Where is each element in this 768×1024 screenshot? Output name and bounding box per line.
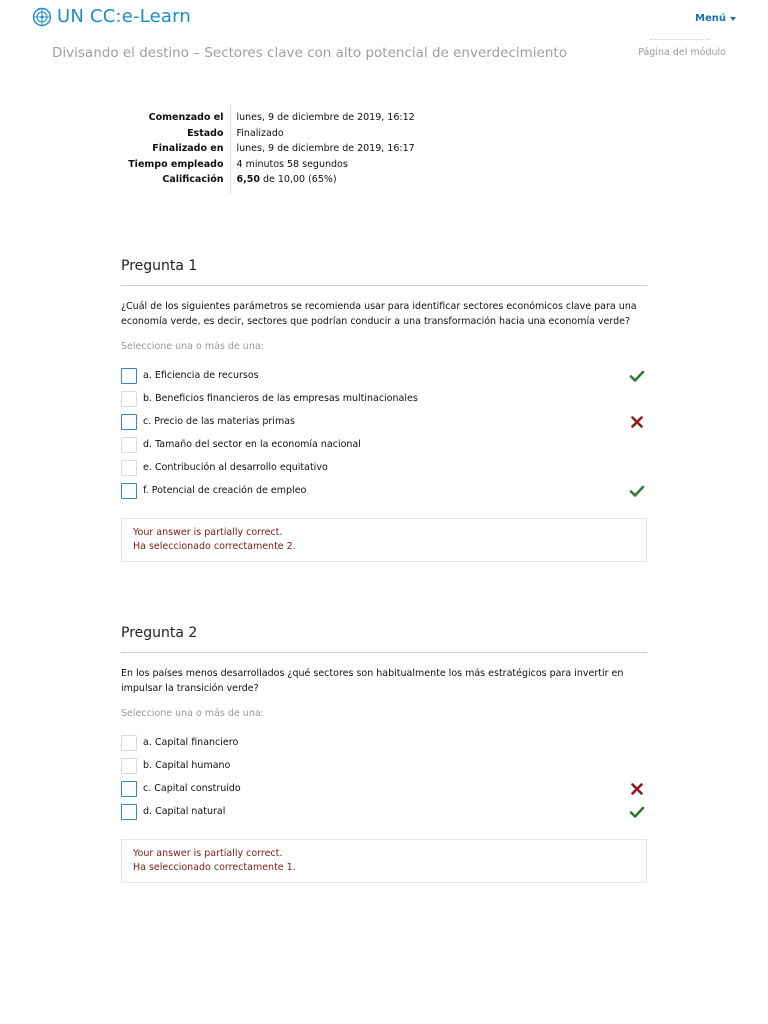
option-checkbox[interactable] xyxy=(121,460,137,476)
summary-row xyxy=(120,126,421,142)
answer-option[interactable] xyxy=(121,754,647,777)
summary-table xyxy=(120,104,421,194)
option-label: b. Capital humano xyxy=(143,760,231,771)
question-title: Pregunta 2 xyxy=(121,625,647,653)
feedback-line: Your answer is partially correct. xyxy=(133,848,283,859)
answer-option[interactable] xyxy=(121,777,647,800)
option-checkbox[interactable] xyxy=(121,735,137,751)
option-label: e. Contribución al desarrollo equitativo xyxy=(143,462,328,473)
option-label: f. Potencial de creación de empleo xyxy=(143,485,307,496)
grade-value xyxy=(230,172,421,194)
question-text: En los países menos desarrollados ¿qué sectores son habitualmente los más estratégicos para invertir en impulsar la transición verde? xyxy=(121,668,624,694)
option-checkbox[interactable] xyxy=(121,414,137,430)
feedback-line: Ha seleccionado correctamente 2. xyxy=(133,541,296,552)
feedback-line: Ha seleccionado correctamente 1. xyxy=(133,862,296,873)
option-checkbox[interactable] xyxy=(121,781,137,797)
answer-option[interactable] xyxy=(121,479,647,502)
option-label: a. Capital financiero xyxy=(143,737,239,748)
un-emblem-icon xyxy=(32,7,52,27)
option-checkbox[interactable] xyxy=(121,483,137,499)
summary-row xyxy=(120,157,421,173)
summary-row-grade xyxy=(120,172,421,194)
menu-label: Menú xyxy=(695,13,726,24)
correct-check-icon xyxy=(629,804,645,820)
answer-option[interactable] xyxy=(121,387,647,410)
caret-down-icon xyxy=(730,17,736,21)
feedback-box xyxy=(121,839,647,883)
summary-value: lunes, 9 de diciembre de 2019, 16:17 xyxy=(236,143,415,155)
correct-check-icon xyxy=(629,483,645,499)
answer-option[interactable] xyxy=(121,364,647,387)
attempt-summary xyxy=(120,104,460,194)
menu-button[interactable] xyxy=(695,13,736,24)
course-title: Divisando el destino – Sectores clave con alto potencial de enverdecimiento xyxy=(52,45,567,61)
top-bar xyxy=(0,0,768,40)
option-label: d. Tamaño del sector en la economía nacional xyxy=(143,439,361,450)
summary-value: 4 minutos 58 segundos xyxy=(236,158,348,170)
grade-score: 6,50 xyxy=(236,174,260,186)
option-label: c. Capital construido xyxy=(143,783,241,794)
summary-row xyxy=(120,141,421,157)
question-text: ¿Cuál de los siguientes parámetros se recomienda usar para identificar sectores económicos clave para una economía verde, es decir, sectores que podrían conducir a una transformación hacia una economía verde? xyxy=(121,301,637,327)
option-label: a. Eficiencia de recursos xyxy=(143,370,259,381)
answer-options xyxy=(121,731,647,823)
logo-text: UN CC:e-Learn xyxy=(57,6,192,27)
question-prompt: Seleccione una o más de una: xyxy=(121,708,264,719)
summary-label: Tiempo empleado xyxy=(120,157,230,173)
question-1 xyxy=(121,258,647,562)
summary-label: Finalizado en xyxy=(120,141,230,157)
question-2 xyxy=(121,625,647,883)
option-checkbox[interactable] xyxy=(121,758,137,774)
answer-option[interactable] xyxy=(121,731,647,754)
module-page-link[interactable]: Página del módulo xyxy=(638,47,726,58)
option-checkbox[interactable] xyxy=(121,437,137,453)
question-title: Pregunta 1 xyxy=(121,258,647,286)
incorrect-cross-icon xyxy=(629,414,645,430)
correct-check-icon xyxy=(629,368,645,384)
answer-option[interactable] xyxy=(121,410,647,433)
summary-label: Comenzado el xyxy=(120,104,230,126)
option-label: c. Precio de las materias primas xyxy=(143,416,295,427)
summary-label: Estado xyxy=(120,126,230,142)
option-checkbox[interactable] xyxy=(121,368,137,384)
answer-option[interactable] xyxy=(121,800,647,823)
summary-row xyxy=(120,104,421,126)
summary-value: Finalizado xyxy=(236,127,284,139)
answer-option[interactable] xyxy=(121,456,647,479)
feedback-box xyxy=(121,518,647,562)
answer-option[interactable] xyxy=(121,433,647,456)
incorrect-cross-icon xyxy=(629,781,645,797)
summary-value: lunes, 9 de diciembre de 2019, 16:12 xyxy=(236,112,415,123)
option-checkbox[interactable] xyxy=(121,804,137,820)
site-logo[interactable] xyxy=(32,6,191,27)
option-label: b. Beneficios financieros de las empresas multinacionales xyxy=(143,393,418,404)
answer-options xyxy=(121,364,647,502)
summary-label: Calificación xyxy=(120,172,230,194)
grade-total: de 10,00 (65%) xyxy=(259,174,337,186)
option-label: d. Capital natural xyxy=(143,806,226,817)
question-prompt: Seleccione una o más de una: xyxy=(121,341,264,352)
option-checkbox[interactable] xyxy=(121,391,137,407)
feedback-line: Your answer is partially correct. xyxy=(133,527,283,538)
